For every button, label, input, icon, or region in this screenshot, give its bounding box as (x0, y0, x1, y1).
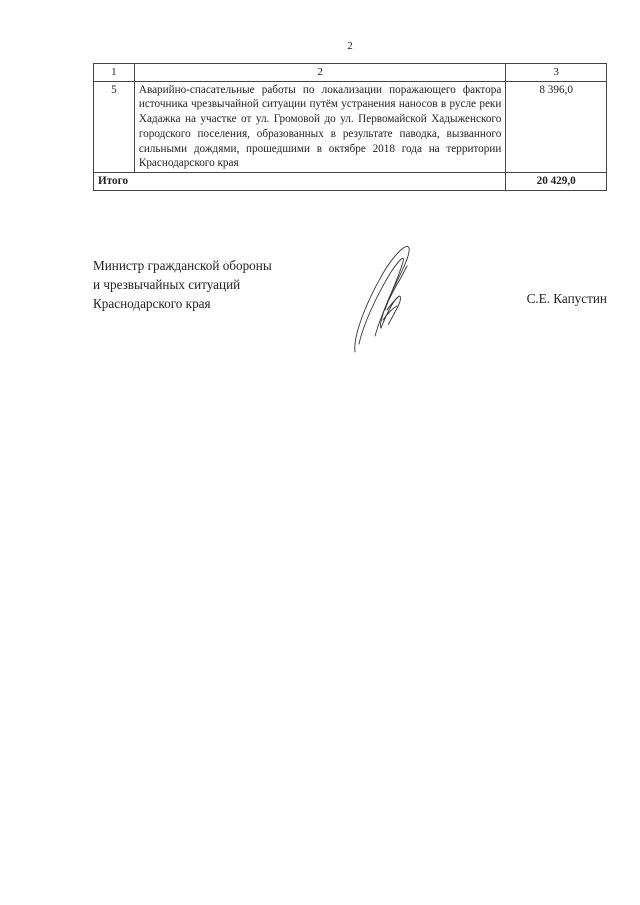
header-col-2: 2 (134, 64, 505, 82)
table-row (94, 81, 607, 173)
signer-title-line-2: и чрезвычайных ситуаций (93, 277, 241, 293)
total-value: 20 429,0 (506, 173, 607, 191)
header-col-1: 1 (94, 64, 135, 82)
handwritten-signature-icon (345, 240, 425, 360)
signer-name: С.Е. Капустин (526, 291, 607, 306)
table-header-row (94, 64, 607, 82)
row-number: 5 (94, 81, 135, 173)
signer-title (93, 256, 272, 313)
table-total-row (94, 173, 607, 191)
expenses-table (93, 63, 607, 191)
row-amount: 8 396,0 (506, 81, 607, 173)
page-number: 2 (347, 40, 353, 52)
signer-title-line-1: Министр гражданской обороны (93, 258, 272, 273)
row-description: Аварийно-спасательные работы по локализации поражающего фактора источника чрезвычайной ситуации путём устранения наносов в русле реки Хадажка на участке от ул. Громовой до ул. Первомайской Хадыженского городского поселения, образованных в результате паводка, вызванного сильными дождями, прошедшими в октябре 2018 года на территории Краснодарского края (134, 81, 505, 173)
header-col-3: 3 (506, 64, 607, 82)
signer-title-line-3: Краснодарского края (93, 296, 211, 312)
total-label: Итого (94, 173, 506, 191)
